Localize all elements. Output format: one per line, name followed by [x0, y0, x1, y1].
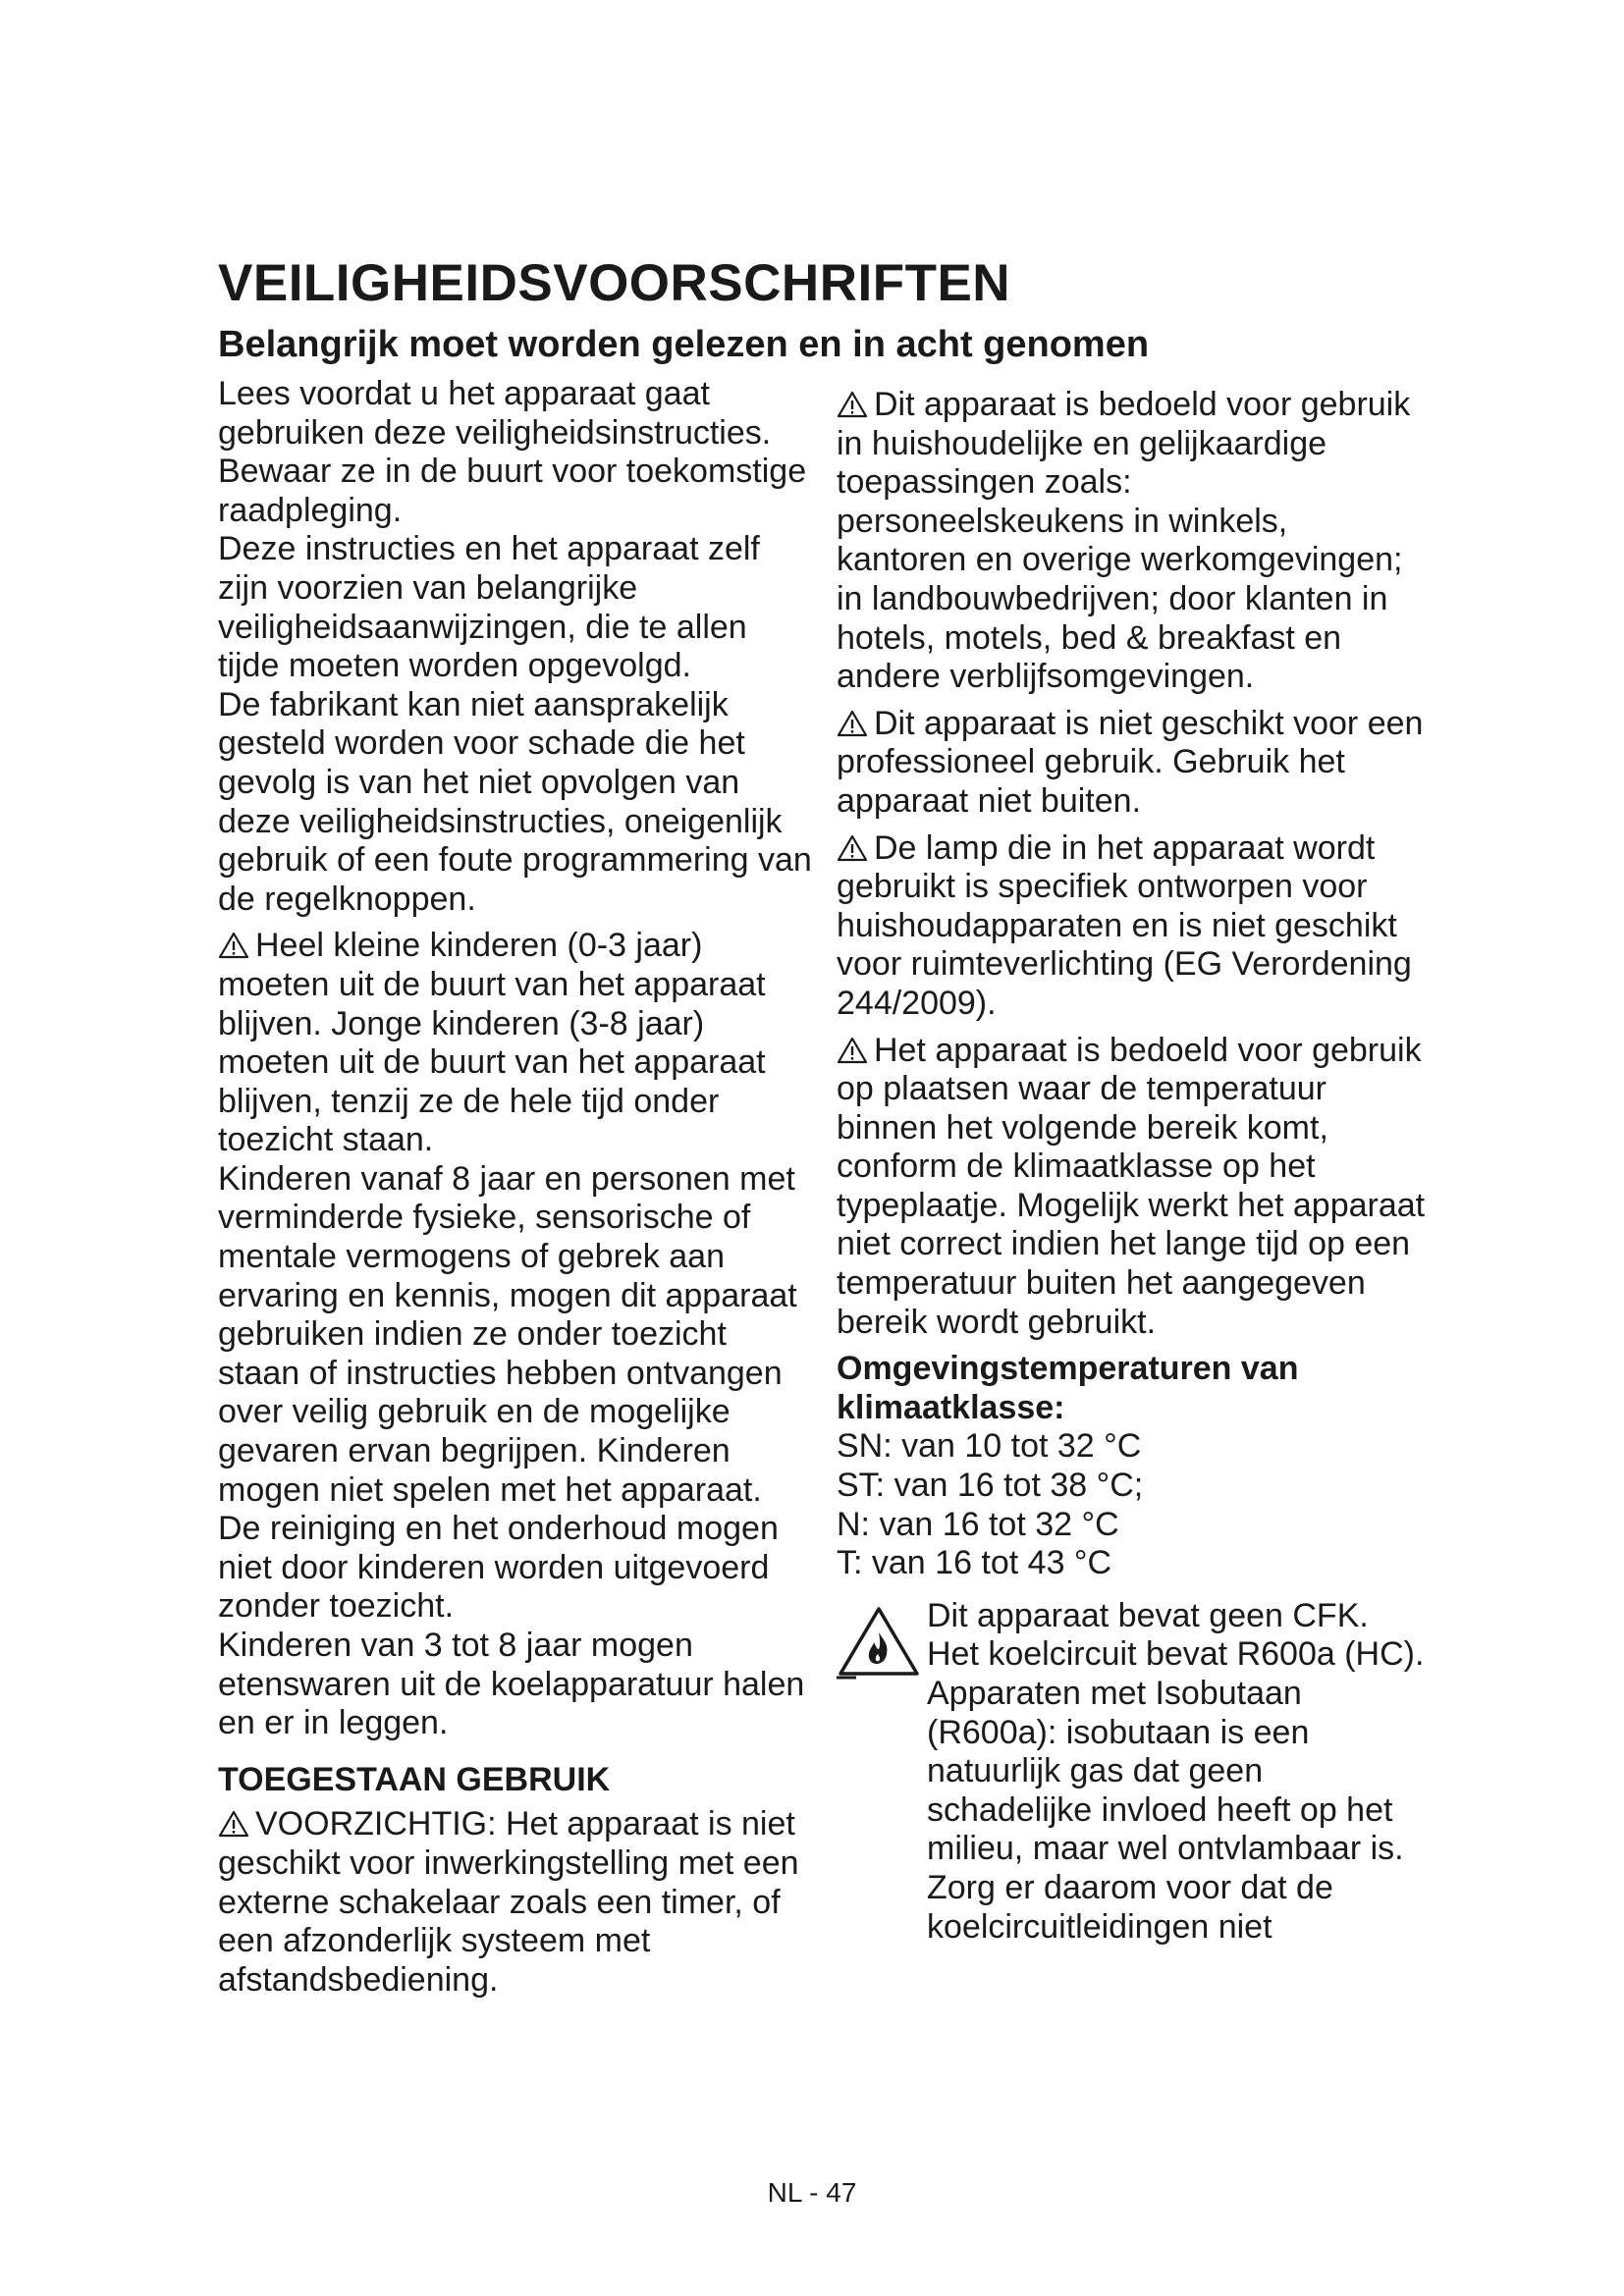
- lamp-warning: [837, 829, 1426, 1024]
- food-paragraph: Kinderen van 3 tot 8 jaar mogen etenswaren uit de koelapparatuur halen en er in leggen.: [218, 1627, 805, 1742]
- page-title: VEILIGHEIDSVOORSCHRIFTEN: [218, 254, 1011, 312]
- climate-class-heading: Omgevingstemperaturen van klimaatklasse:: [837, 1350, 1299, 1426]
- professional-use-text: Dit apparaat is niet geschikt voor een professioneel gebruik. Gebruik het apparaat niet buiten.: [837, 704, 1424, 820]
- liability-paragraph: De fabrikant kan niet aansprakelijk gesteld worden voor schade die het gevolg is van het niet opvolgen van deze veiligheidsinstructies, oneigenlijk gebruik of een foute programmering van de regelknoppen.: [218, 685, 812, 918]
- warning-icon: [218, 1810, 249, 1838]
- flammable-warning-icon: [837, 1605, 921, 1680]
- left-column: [218, 375, 817, 2000]
- climate-class-row: N: van 16 tot 32 °C: [837, 1505, 1119, 1543]
- refrigerant-text: Dit apparaat bevat geen CFK. Het koelcircuit bevat R600a (HC). Apparaten met Isobutaan (R600a): isobutaan is een natuurlijk gas dat geen schadelijke invloed heeft op het milieu, maar wel ontvlambaar is. Zorg er daarom voor dat de koelcircuitleidingen niet: [927, 1596, 1425, 1946]
- warning-icon: [837, 710, 868, 737]
- right-column: [837, 386, 1426, 1947]
- climate-class-row: ST: van 16 tot 38 °C;: [837, 1467, 1144, 1505]
- caution-warning: [218, 1805, 817, 2000]
- warning-icon: [837, 391, 868, 418]
- supervision-paragraph: Kinderen vanaf 8 jaar en personen met verminderde fysieke, sensorische of mentale vermogens of gebrek aan ervaring en kennis, mogen dit apparaat gebruiken indien ze onder toezicht staan of instructies hebben ontvangen over veilig gebruik en de mogelijke gevaren ervan begrijpen. Kinderen mogen niet spelen met het apparaat.: [218, 1159, 797, 1509]
- children-warning: [218, 927, 817, 1160]
- climate-class-row: T: van 16 tot 43 °C: [837, 1544, 1112, 1582]
- warning-icon: [837, 834, 868, 862]
- warning-icon: [218, 932, 249, 959]
- caution-warning-text: VOORZICHTIG: Het apparaat is niet geschikt voor inwerkingstelling met een externe schakelaar zoals een timer, of een afzonderlijk systeem met afstandsbediening.: [218, 1805, 799, 1999]
- cleaning-paragraph: De reiniging en het onderhoud mogen niet door kinderen worden uitgevoerd zonder toezicht.: [218, 1510, 779, 1626]
- instructions-paragraph: Deze instructies en het apparaat zelf zijn voorzien van belangrijke veiligheidsaanwijzingen, die te allen tijde moeten worden opgevolgd.: [218, 530, 760, 685]
- climate-class-row: SN: van 10 tot 32 °C: [837, 1427, 1142, 1466]
- climate-class-list: [837, 1427, 1426, 1582]
- children-warning-text: Heel kleine kinderen (0-3 jaar) moeten uit de buurt van het apparaat blijven. Jonge kinderen (3-8 jaar) moeten uit de buurt van het apparaat blijven, tenzij ze de hele tijd onder toezicht staan.: [218, 927, 766, 1159]
- page-subtitle: Belangrijk moet worden gelezen en in acht genomen: [218, 324, 1150, 365]
- temperature-warning: [837, 1032, 1426, 1343]
- temperature-warning-text: Het apparaat is bedoeld voor gebruik op plaatsen waar de temperatuur binnen het volgende bereik komt, conform de klimaatklasse op het typeplaatje. Mogelijk werkt het apparaat niet correct indien het lange tijd op een temperatuur buiten het aangegeven bereik wordt gebruikt.: [837, 1031, 1426, 1341]
- professional-use-warning: [837, 705, 1426, 822]
- page-number: NL - 47: [767, 2177, 857, 2208]
- household-use-warning: [837, 386, 1426, 697]
- warning-icon: [837, 1037, 868, 1064]
- lamp-warning-text: De lamp die in het apparaat wordt gebruikt is specifiek ontworpen voor huishoudapparaten en is niet geschikt voor ruimteverlichting (EG Verordening 244/2009).: [837, 828, 1412, 1022]
- permitted-use-heading: TOEGESTAAN GEBRUIK: [218, 1760, 611, 1798]
- refrigerant-notice: [837, 1597, 1426, 1947]
- household-use-text: Dit apparaat is bedoeld voor gebruik in huishoudelijke en gelijkaardige toepassingen zoals: personeelskeukens in winkels, kantoren en overige werkomgevingen; in landbouwbedrijven; door klanten in hotels, motels, bed & breakfast en andere verblijfsomgevingen.: [837, 386, 1411, 696]
- intro-paragraph: Lees voordat u het apparaat gaat gebruiken deze veiligheidsinstructies. Bewaar ze in de buurt voor toekomstige raadpleging.: [218, 375, 807, 529]
